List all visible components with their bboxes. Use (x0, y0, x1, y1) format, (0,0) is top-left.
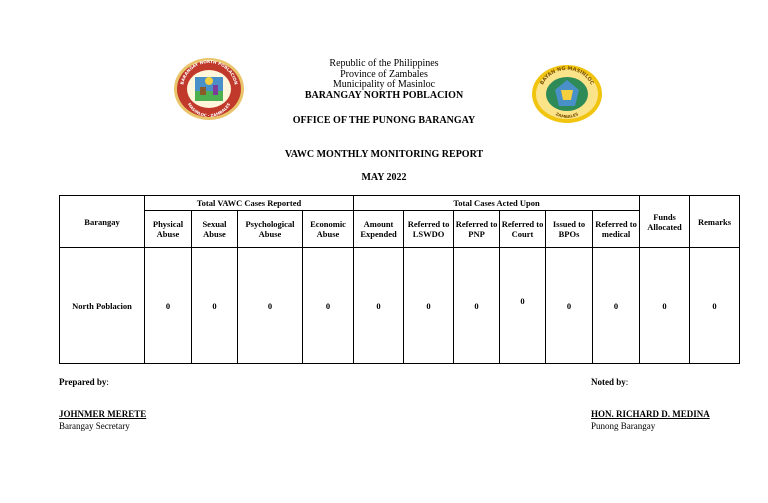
seal-right-bottom-text: ZAMBALES (554, 111, 580, 120)
col-header-medical: Referred to medical (593, 211, 640, 248)
prepared-by-title: Barangay Secretary (59, 421, 130, 431)
seal-left-bottom-text: MASINLOC · ZAMBALES (186, 101, 232, 119)
letterhead (0, 59, 768, 101)
col-header-amount-expended: Amount Expended (354, 211, 404, 248)
cell-court: 0 (500, 248, 546, 364)
col-header-lswdo: Referred to LSWDO (404, 211, 454, 248)
header-line-municipality: Municipality of Masinloc (332, 79, 436, 90)
office-title: OFFICE OF THE PUNONG BARANGAY (292, 115, 476, 126)
cell-bpos: 0 (546, 248, 593, 364)
seal-left-top-text: BARANGAY NORTH POBLACION (179, 58, 239, 86)
header-barangay-name: BARANGAY NORTH POBLACION (304, 89, 464, 101)
col-header-physical: Physical Abuse (145, 211, 192, 248)
noted-by-label: Noted by: (591, 377, 629, 387)
seal-right-top-text: BAYAN NG MASINLOC (539, 65, 595, 86)
cell-psychological: 0 (238, 248, 303, 364)
col-header-remarks: Remarks (690, 196, 740, 248)
report-period: MAY 2022 (361, 172, 407, 183)
col-header-sexual: Sexual Abuse (192, 211, 238, 248)
cell-lswdo: 0 (404, 248, 454, 364)
group-header-cases-acted: Total Cases Acted Upon (354, 196, 640, 211)
cell-funds: 0 (640, 248, 690, 364)
col-header-economic: Economic Abuse (303, 211, 354, 248)
cell-barangay: North Poblacion (60, 248, 145, 364)
col-header-court: Referred to Court (500, 211, 546, 248)
report-title: VAWC MONTHLY MONITORING REPORT (284, 149, 484, 160)
group-header-cases-reported: Total VAWC Cases Reported (145, 196, 354, 211)
col-header-psychological: Psychological Abuse (238, 211, 303, 248)
cell-medical: 0 (593, 248, 640, 364)
table-row (60, 248, 740, 364)
cell-sexual: 0 (192, 248, 238, 364)
table-header-row-subcolumns (60, 211, 740, 248)
noted-by-title: Punong Barangay (591, 421, 656, 431)
col-header-funds: Funds Allocated (640, 196, 690, 248)
cell-remarks: 0 (690, 248, 740, 364)
header-line-province: Province of Zambales (340, 68, 428, 80)
cell-amount-expended: 0 (354, 248, 404, 364)
cell-pnp: 0 (454, 248, 500, 364)
noted-by-name: HON. RICHARD D. MEDINA (591, 409, 710, 419)
col-header-pnp: Referred to PNP (454, 211, 500, 248)
col-header-barangay: Barangay (60, 196, 145, 248)
table-header-row-groups (60, 196, 740, 211)
prepared-by-name: JOHNMER MERETE (59, 409, 147, 419)
cell-economic: 0 (303, 248, 354, 364)
cell-physical: 0 (145, 248, 192, 364)
col-header-bpos: Issued to BPOs (546, 211, 593, 248)
header-line-republic: Republic of the Philippines (329, 58, 439, 69)
vawc-report-table (59, 195, 740, 364)
prepared-by-label: Prepared by: (59, 377, 109, 387)
